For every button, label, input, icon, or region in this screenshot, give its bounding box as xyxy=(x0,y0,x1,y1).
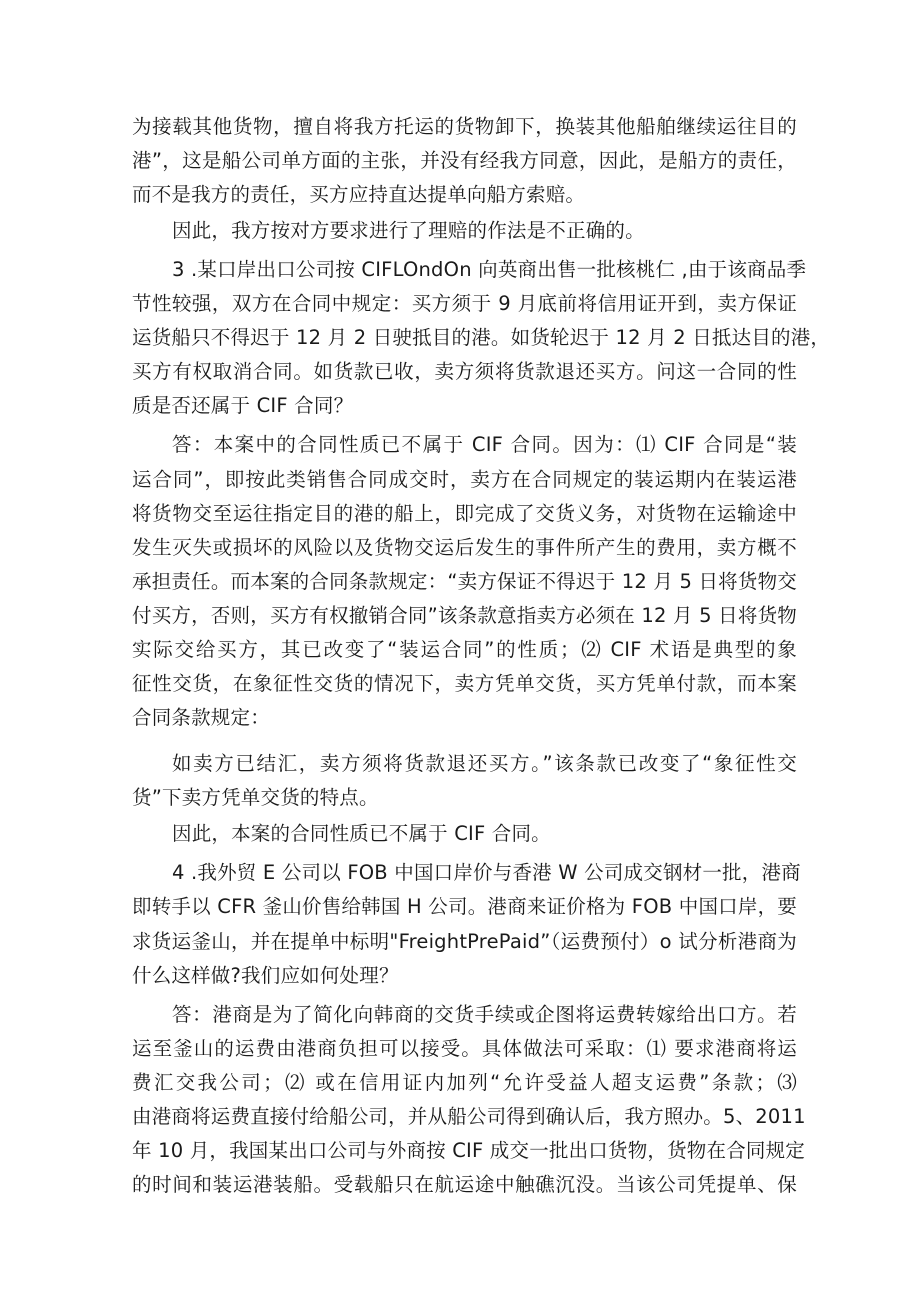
text-line: 答：本案中的合同性质已不属于 CIF 合同。因为：⑴ CIF 合同是“装 xyxy=(172,433,797,456)
text-line: 因此，本案的合同性质已不属于 CIF 合同。 xyxy=(172,822,551,845)
text-line: 质是否还属于 CIF 合同？ xyxy=(132,394,354,417)
text-line: 即转手以 CFR 釜山价售给韩国 H 公司。港商来证价格为 FOB 中国口岸，要 xyxy=(132,895,797,918)
text-line: 运货船只不得迟于 12 月 2 日驶抵目的港。如货轮迟于 12 月 2 日抵达目的港， xyxy=(132,326,831,349)
text-line: 发生灭失或损坏的风险以及货物交运后发生的事件所产生的费用，卖方概不 xyxy=(132,536,797,559)
text-line: 3 .某口岸出口公司按 CIFLOndOn 向英商出售一批核桃仁 ,由于该商品季 xyxy=(172,258,807,281)
text-line: 答：港商是为了简化向韩商的交货手续或企图将运费转嫁给出口方。若 xyxy=(172,1003,797,1026)
text-line: 付买方，否则，买方有权撤销合同”该条款意指卖方必须在 12 月 5 日将货物 xyxy=(132,604,797,627)
text-line: 费汇交我公司；⑵ 或在信用证内加列“允许受益人超支运费”条款；⑶ xyxy=(132,1071,797,1094)
text-line: 因此，我方按对方要求进行了理赔的作法是不正确的。 xyxy=(172,219,645,242)
text-line: 求货运釜山，并在提单中标明"FreightPrePaid”（运费预付）o 试分析港商为 xyxy=(132,930,797,953)
text-line: 运合同”，即按此类销售合同成交时，卖方在合同规定的装运期内在装运港 xyxy=(132,468,797,491)
text-line: 货”下卖方凭单交货的特点。 xyxy=(132,786,379,809)
text-line: 港”，这是船公司单方面的主张，并没有经我方同意，因此，是船方的责任， xyxy=(132,149,797,172)
text-line: 而不是我方的责任，买方应持直达提单向船方索赔。 xyxy=(132,183,586,206)
text-line: 实际交给买方，其已改变了“装运合同”的性质；⑵ CIF 术语是典型的象 xyxy=(132,638,797,661)
text-line: 如卖方已结汇，卖方须将货款退还买方。”该条款已改变了“象征性交 xyxy=(172,752,797,775)
text-line: 什么这样做?我们应如何处理？ xyxy=(132,964,399,987)
text-line: 运至釜山的运费由港商负担可以接受。具体做法可采取：⑴ 要求港商将运 xyxy=(132,1037,797,1060)
text-line: 的时间和装运港装船。受载船只在航运途中触礁沉没。当该公司凭提单、保 xyxy=(132,1173,797,1196)
text-line: 合同条款规定： xyxy=(132,706,270,729)
text-line: 4 .我外贸 E 公司以 FOB 中国口岸价与香港 W 公司成交钢材一批，港商 xyxy=(172,861,801,884)
text-line: 节性较强，双方在合同中规定：买方须于 9 月底前将信用证开到，卖方保证 xyxy=(132,292,797,315)
text-line: 买方有权取消合同。如货款已收，卖方须将货款退还买方。问这一合同的性 xyxy=(132,360,797,383)
text-line: 征性交货，在象征性交货的情况下，卖方凭单交货，买方凭单付款，而本案 xyxy=(132,672,797,695)
text-line: 为接载其他货物，擅自将我方托运的货物卸下，换装其他船舶继续运往目的 xyxy=(132,115,797,138)
text-line: 年 10 月，我国某出口公司与外商按 CIF 成交一批出口货物，货物在合同规定 xyxy=(132,1139,805,1162)
text-line: 将货物交至运往指定目的港的船上，即完成了交货义务，对货物在运输途中 xyxy=(132,502,797,525)
text-line: 承担责任。而本案的合同条款规定：“卖方保证不得迟于 12 月 5 日将货物交 xyxy=(132,570,797,593)
text-line: 由港商将运费直接付给船公司，并从船公司得到确认后，我方照办。5、2011 xyxy=(132,1105,806,1128)
